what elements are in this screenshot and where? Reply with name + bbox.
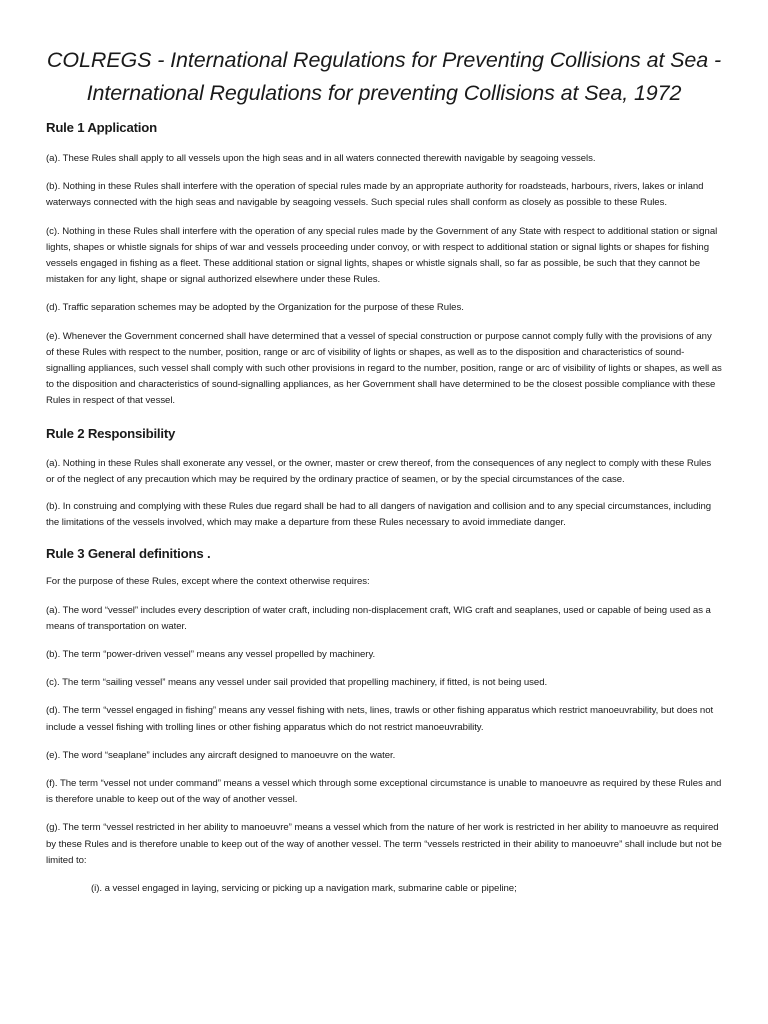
rule-3-paragraph-a: (a). The word “vessel” includes every description of water craft, including non-displacement craft, WIG craft and seaplanes, used or capable of being used as a means of transportation on water. [46, 604, 711, 632]
rule-3-paragraph-f: (f). The term “vessel not under command” means a vessel which through some exceptional circumstance is unable to manoeuvre as required by these Rules and is therefore unable to keep out of the way of another vessel. [46, 778, 722, 806]
rule-3-paragraph-d: (d). The term “vessel engaged in fishing” means any vessel fishing with nets, lines, trawls or other fishing apparatus which restrict manoeuvrability, but does not include a vessel fishing with trolling lines or other fishing apparatus which do not restrict manoeuvrability. [46, 705, 714, 733]
rule-3-paragraph-c: (c). The term “sailing vessel” means any vessel under sail provided that propelling machinery, if fitted, is not being used. [46, 677, 548, 689]
rule-3-paragraph-b: (b). The term “power-driven vessel” means any vessel propelled by machinery. [46, 649, 376, 661]
rule-1-paragraph-c: (c). Nothing in these Rules shall interfere with the operation of any special rules made by the Government of any State with respect to additional station or signal lights, shapes or whistle signals for ships of war and vessels proceeding under convoy, or with respect to additional station or signal lights or shapes for fishing vessels engaged in fishing as a fleet. These additional station or signal lights, shapes or whistle signals shall, so far as possible, be such that they cannot be mistaken for any light, shape or signal authorized elsewhere under these Rules. [46, 225, 718, 286]
rule-3-paragraph-e: (e). The word “seaplane” includes any aircraft designed to manoeuvre on the water. [46, 749, 396, 761]
document-title: COLREGS - International Regulations for Preventing Collisions at Sea - International Regulations for preventing Collisions at Sea, 1972 [46, 48, 722, 105]
rule-3-intro: For the purpose of these Rules, except where the context otherwise requires: [46, 576, 370, 588]
rule-1-paragraph-a: (a). These Rules shall apply to all vessels upon the high seas and in all waters connected therewith navigable by seagoing vessels. [46, 153, 596, 164]
rule-heading: Rule 2 Responsibility [46, 425, 176, 441]
rule-3-paragraph-g: (g). The term “vessel restricted in her ability to manoeuvre” means a vessel which from the nature of her work is restricted in her ability to manoeuvre as required by these Rules and is therefore unable to keep out of the way of another vessel. The term “vessels restricted in their ability to manoeuvre” shall include but not be limited to: [46, 822, 722, 866]
rule-heading: Rule 3 General definitions . [46, 546, 211, 562]
rule-1-section [46, 120, 722, 410]
rule-2-paragraph-a: (a). Nothing in these Rules shall exonerate any vessel, or the owner, master or crew thereof, from the consequences of any neglect to comply with these Rules or of the neglect of any precaution which may be required by the ordinary practice of seamen, or by the special circumstances of the case. [46, 457, 712, 485]
rule-3-section [46, 546, 722, 897]
rule-1-paragraph-b: (b). Nothing in these Rules shall interfere with the operation of special rules made by an appropriate authority for roadsteads, harbours, rivers, lakes or inland waterways connected with the high seas and navigable by seagoing vessels. Such special rules shall conform as closely as possible to these Rules. [46, 181, 704, 209]
rule-1-paragraph-d: (d). Traffic separation schemes may be adopted by the Organization for the purpose of these Rules. [46, 302, 464, 314]
rule-2-paragraph-b: (b). In construing and complying with these Rules due regard shall be had to all dangers of navigation and collision and to any special circumstances, including the limitations of the vessels involved, which may make a departure from these Rules necessary to avoid immediate danger. [46, 501, 712, 529]
rule-heading: Rule 1 Application [46, 120, 157, 135]
rule-2-section [46, 426, 722, 532]
rule-3-subparagraph-i: (i). a vessel engaged in laying, servicing or picking up a navigation mark, submarine cable or pipeline; [91, 883, 517, 895]
rule-1-paragraph-e: (e). Whenever the Government concerned shall have determined that a vessel of special construction or purpose cannot comply fully with the provisions of any of these Rules with respect to the number, position, range or arc of visibility of lights or shapes, as well as to the disposition and characteristics of sound-signalling appliances, such vessel shall comply with such other provisions in regard to the number, position, range or arc of visibility of lights or shapes, as well as to the disposition and characteristics of sound-signalling appliances, as her Government shall have determined to be the closest possible compliance with these Rules in respect of that vessel. [46, 330, 722, 407]
